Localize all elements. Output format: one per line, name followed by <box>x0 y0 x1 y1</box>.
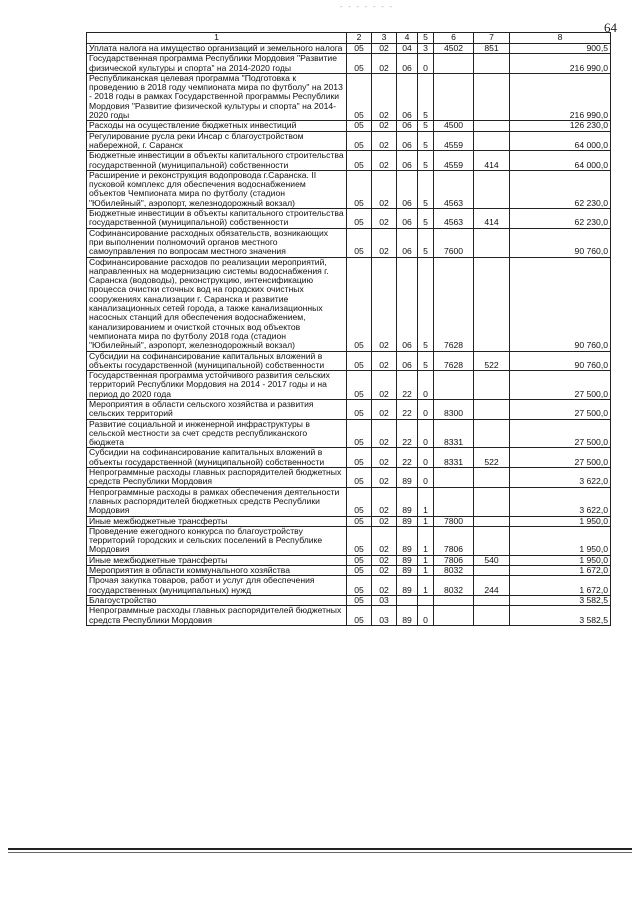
row-code-subsection: 02 <box>372 399 397 419</box>
column-header: 3 <box>372 33 397 44</box>
row-amount: 1 672,0 <box>510 566 611 576</box>
row-code-section: 05 <box>347 468 372 488</box>
table-row <box>87 351 611 371</box>
row-code-subprogram: 5 <box>418 121 434 131</box>
row-code-subprogram: 1 <box>418 516 434 526</box>
row-code-section: 05 <box>347 487 372 516</box>
row-code-item: 7800 <box>434 516 474 526</box>
row-code-item <box>434 468 474 488</box>
row-amount: 1 950,0 <box>510 555 611 565</box>
row-code-program: 04 <box>397 44 418 54</box>
row-code-expense-type <box>474 468 510 488</box>
row-code-subsection: 02 <box>372 351 397 371</box>
row-code-program: 89 <box>397 576 418 596</box>
row-code-item: 8331 <box>434 419 474 448</box>
table-row <box>87 555 611 565</box>
table-row <box>87 44 611 54</box>
row-code-expense-type <box>474 371 510 400</box>
row-code-program: 06 <box>397 351 418 371</box>
row-code-subsection: 02 <box>372 73 397 120</box>
row-code-section: 05 <box>347 228 372 257</box>
table-row <box>87 151 611 171</box>
row-code-subprogram: 5 <box>418 209 434 229</box>
row-code-section: 05 <box>347 448 372 468</box>
row-code-program: 89 <box>397 516 418 526</box>
row-code-section: 05 <box>347 399 372 419</box>
row-amount: 27 500,0 <box>510 448 611 468</box>
row-code-subsection: 02 <box>372 44 397 54</box>
row-code-section: 05 <box>347 257 372 351</box>
row-code-expense-type <box>474 419 510 448</box>
row-amount: 64 000,0 <box>510 131 611 151</box>
row-code-expense-type <box>474 516 510 526</box>
row-code-subprogram: 5 <box>418 228 434 257</box>
column-header: 7 <box>474 33 510 44</box>
row-description: Уплата налога на имущество организаций и земельного налога <box>87 44 347 54</box>
row-code-subprogram: 5 <box>418 131 434 151</box>
row-code-subprogram: 0 <box>418 448 434 468</box>
row-code-expense-type: 414 <box>474 151 510 171</box>
row-code-expense-type <box>474 54 510 74</box>
row-amount: 216 990,0 <box>510 54 611 74</box>
row-amount: 1 672,0 <box>510 576 611 596</box>
row-code-expense-type <box>474 73 510 120</box>
row-amount: 62 230,0 <box>510 209 611 229</box>
row-amount: 3 582,5 <box>510 606 611 626</box>
row-code-subprogram: 1 <box>418 526 434 555</box>
row-amount: 90 760,0 <box>510 351 611 371</box>
row-description: Непрограммные расходы главных распорядителей бюджетных средств Республики Мордовия <box>87 606 347 626</box>
row-code-program: 22 <box>397 448 418 468</box>
table-row <box>87 516 611 526</box>
row-code-subsection: 02 <box>372 555 397 565</box>
page-number: 64 <box>604 20 617 35</box>
table-row <box>87 121 611 131</box>
row-code-program <box>397 595 418 605</box>
row-code-program: 06 <box>397 54 418 74</box>
table-row <box>87 131 611 151</box>
table-row <box>87 448 611 468</box>
table-row <box>87 606 611 626</box>
row-code-item: 7806 <box>434 526 474 555</box>
table-row <box>87 209 611 229</box>
row-amount: 90 760,0 <box>510 257 611 351</box>
row-code-subprogram: 0 <box>418 606 434 626</box>
row-code-item: 4563 <box>434 209 474 229</box>
row-code-subprogram: 5 <box>418 257 434 351</box>
row-code-expense-type <box>474 487 510 516</box>
row-code-section: 05 <box>347 170 372 208</box>
column-header: 8 <box>510 33 611 44</box>
row-code-program: 89 <box>397 566 418 576</box>
row-code-section: 05 <box>347 54 372 74</box>
row-code-section: 05 <box>347 44 372 54</box>
table-row <box>87 487 611 516</box>
column-header: 4 <box>397 33 418 44</box>
row-code-expense-type <box>474 121 510 131</box>
table-row <box>87 526 611 555</box>
row-code-section: 05 <box>347 131 372 151</box>
row-code-item: 4559 <box>434 131 474 151</box>
row-code-subsection: 02 <box>372 419 397 448</box>
row-description: Регулирование русла реки Инсар с благоустройством набережной, г. Саранск <box>87 131 347 151</box>
row-description: Благоустройство <box>87 595 347 605</box>
row-code-item: 4500 <box>434 121 474 131</box>
row-amount: 27 500,0 <box>510 419 611 448</box>
row-code-section: 05 <box>347 595 372 605</box>
row-description: Непрограммные расходы в рамках обеспечения деятельности главных распорядителей бюджетных средств Республики Мордовия <box>87 487 347 516</box>
row-code-section: 05 <box>347 151 372 171</box>
row-code-program: 06 <box>397 209 418 229</box>
row-code-subsection: 02 <box>372 526 397 555</box>
row-code-section: 05 <box>347 73 372 120</box>
row-code-item: 7628 <box>434 351 474 371</box>
table-row <box>87 595 611 605</box>
row-code-section: 05 <box>347 419 372 448</box>
row-code-item <box>434 73 474 120</box>
row-description: Расширение и реконструкция водопровода г.Саранска. II пусковой комплекс для обеспечения водоснабжением объектов Чемпионата мира по футболу (стадион "Юбилейный", аэропорт, железнодорожный вокзал) <box>87 170 347 208</box>
bottom-rule-thin <box>8 852 632 853</box>
row-code-expense-type <box>474 131 510 151</box>
table-row <box>87 228 611 257</box>
row-amount: 3 582,5 <box>510 595 611 605</box>
row-code-section: 05 <box>347 516 372 526</box>
row-code-expense-type <box>474 566 510 576</box>
row-description: Мероприятия в области коммунального хозяйства <box>87 566 347 576</box>
row-code-expense-type <box>474 228 510 257</box>
row-code-program: 22 <box>397 371 418 400</box>
row-code-program: 89 <box>397 555 418 565</box>
row-code-section: 05 <box>347 606 372 626</box>
row-code-item: 7806 <box>434 555 474 565</box>
row-description: Бюджетные инвестиции в объекты капитального строительства государственной (муниципальной) собственности <box>87 151 347 171</box>
table-row <box>87 170 611 208</box>
row-code-subprogram: 5 <box>418 170 434 208</box>
row-amount: 62 230,0 <box>510 170 611 208</box>
column-header: 5 <box>418 33 434 44</box>
row-code-subprogram: 0 <box>418 468 434 488</box>
row-code-section: 05 <box>347 209 372 229</box>
row-code-subprogram: 0 <box>418 371 434 400</box>
row-code-section: 05 <box>347 371 372 400</box>
row-code-subsection: 02 <box>372 448 397 468</box>
row-description: Государственная программа Республики Мордовия "Развитие физической культуры и спорта" на 2014-2020 годы <box>87 54 347 74</box>
row-code-subprogram: 1 <box>418 487 434 516</box>
table-row <box>87 371 611 400</box>
row-code-program: 89 <box>397 487 418 516</box>
row-code-item <box>434 487 474 516</box>
row-code-program: 06 <box>397 151 418 171</box>
row-amount: 126 230,0 <box>510 121 611 131</box>
row-code-expense-type: 540 <box>474 555 510 565</box>
row-code-program: 22 <box>397 419 418 448</box>
row-code-subsection: 02 <box>372 131 397 151</box>
row-code-program: 06 <box>397 170 418 208</box>
row-code-expense-type <box>474 170 510 208</box>
row-code-subsection: 02 <box>372 468 397 488</box>
row-code-expense-type <box>474 399 510 419</box>
table-row <box>87 576 611 596</box>
row-code-subprogram <box>418 595 434 605</box>
row-code-expense-type: 244 <box>474 576 510 596</box>
bottom-rule <box>8 848 632 850</box>
row-code-item <box>434 595 474 605</box>
row-description: Непрограммные расходы главных распорядителей бюджетных средств Республики Мордовия <box>87 468 347 488</box>
header-row <box>87 33 611 44</box>
row-code-subsection: 03 <box>372 595 397 605</box>
row-code-program: 22 <box>397 399 418 419</box>
row-description: Иные межбюджетные трансферты <box>87 555 347 565</box>
table-row <box>87 399 611 419</box>
row-code-subprogram: 1 <box>418 555 434 565</box>
row-code-item: 8032 <box>434 566 474 576</box>
column-header: 6 <box>434 33 474 44</box>
row-amount: 3 622,0 <box>510 468 611 488</box>
row-amount: 3 622,0 <box>510 487 611 516</box>
row-code-program: 06 <box>397 121 418 131</box>
row-code-item: 8032 <box>434 576 474 596</box>
row-code-section: 05 <box>347 566 372 576</box>
row-code-subsection: 02 <box>372 371 397 400</box>
row-description: Софинансирование расходов по реализации мероприятий, направленных на модернизацию системы водоснабжения г. Саранска (водоводы), реконструкцию, интенсификацию процесса очистки сточных вод на городских очистных сооружениях канализации г. Саранска и развитие канализационных сетей города, а также канализационных насосных станций для обеспечения водоснабжением, канализированием и очисткой сточных вод объектов чемпионата мира по футболу 2018 года (стадион "Юбилейный", аэропорт, железнодорожный вокзал) <box>87 257 347 351</box>
row-code-program: 89 <box>397 606 418 626</box>
column-header: 2 <box>347 33 372 44</box>
row-code-section: 05 <box>347 351 372 371</box>
row-code-program: 06 <box>397 131 418 151</box>
row-code-item: 4559 <box>434 151 474 171</box>
row-amount: 900,5 <box>510 44 611 54</box>
row-code-section: 05 <box>347 555 372 565</box>
row-amount: 27 500,0 <box>510 399 611 419</box>
row-code-expense-type: 414 <box>474 209 510 229</box>
row-code-section: 05 <box>347 576 372 596</box>
row-code-section: 05 <box>347 526 372 555</box>
row-code-subprogram: 0 <box>418 54 434 74</box>
row-description: Мероприятия в области сельского хозяйства и развития сельских территорий <box>87 399 347 419</box>
row-amount: 90 760,0 <box>510 228 611 257</box>
row-description: Иные межбюджетные трансферты <box>87 516 347 526</box>
row-code-item: 4563 <box>434 170 474 208</box>
row-code-item <box>434 606 474 626</box>
table-row <box>87 468 611 488</box>
table-row <box>87 419 611 448</box>
row-amount: 1 950,0 <box>510 526 611 555</box>
table-row <box>87 257 611 351</box>
row-code-program: 06 <box>397 73 418 120</box>
row-description: Расходы на осуществление бюджетных инвестиций <box>87 121 347 131</box>
table-row <box>87 566 611 576</box>
row-amount: 64 000,0 <box>510 151 611 171</box>
row-description: Развитие социальной и инженерной инфраструктуры в сельской местности за счет средств республиканского бюджета <box>87 419 347 448</box>
row-description: Бюджетные инвестиции в объекты капитального строительства государственной (муниципальной) собственности <box>87 209 347 229</box>
row-code-item <box>434 54 474 74</box>
row-code-subprogram: 5 <box>418 351 434 371</box>
row-code-subsection: 02 <box>372 487 397 516</box>
row-code-subsection: 02 <box>372 257 397 351</box>
row-code-subprogram: 0 <box>418 399 434 419</box>
row-description: Государственная программа устойчивого развития сельских территорий Республики Мордовия на 2014 - 2017 годы и на период до 2020 года <box>87 371 347 400</box>
row-description: Софинансирование расходных обязательств, возникающих при выполнении полномочий органов местного самоуправления по вопросам местного значения <box>87 228 347 257</box>
row-code-item: 8300 <box>434 399 474 419</box>
table-row <box>87 73 611 120</box>
row-code-subprogram: 5 <box>418 151 434 171</box>
row-code-expense-type: 522 <box>474 351 510 371</box>
row-code-expense-type <box>474 595 510 605</box>
row-code-program: 89 <box>397 526 418 555</box>
row-code-item: 7628 <box>434 257 474 351</box>
row-description: Субсидии на софинансирование капитальных вложений в объекты государственной (муниципальной) собственности <box>87 351 347 371</box>
row-code-subsection: 02 <box>372 566 397 576</box>
row-code-section: 05 <box>347 121 372 131</box>
row-code-subprogram: 1 <box>418 566 434 576</box>
column-header: 1 <box>87 33 347 44</box>
row-code-subsection: 02 <box>372 228 397 257</box>
row-code-item: 4502 <box>434 44 474 54</box>
row-amount: 27 500,0 <box>510 371 611 400</box>
row-code-subprogram: 5 <box>418 73 434 120</box>
row-description: Республиканская целевая программа "Подготовка к проведению в 2018 году чемпионата мира по футболу" на 2013 - 2018 годы в рамках Государственной программы Республики Мордовия "Развитие физической культуры и спорта" на 2014-2020 годы <box>87 73 347 120</box>
row-code-subsection: 02 <box>372 151 397 171</box>
row-code-subsection: 02 <box>372 54 397 74</box>
row-code-subsection: 03 <box>372 606 397 626</box>
row-code-program: 06 <box>397 228 418 257</box>
row-code-program: 89 <box>397 468 418 488</box>
row-code-subsection: 02 <box>372 121 397 131</box>
row-description: Проведение ежегодного конкурса по благоустройству территорий городских и сельских поселений в Республике Мордовия <box>87 526 347 555</box>
row-code-expense-type: 522 <box>474 448 510 468</box>
row-code-expense-type <box>474 526 510 555</box>
row-code-expense-type: 851 <box>474 44 510 54</box>
row-code-item <box>434 371 474 400</box>
row-code-subsection: 02 <box>372 516 397 526</box>
table-row <box>87 54 611 74</box>
row-code-subsection: 02 <box>372 170 397 208</box>
row-description: Прочая закупка товаров, работ и услуг для обеспечения государственных (муниципальных) нужд <box>87 576 347 596</box>
row-code-subprogram: 3 <box>418 44 434 54</box>
row-amount: 1 950,0 <box>510 516 611 526</box>
row-code-item: 8331 <box>434 448 474 468</box>
row-code-program: 06 <box>397 257 418 351</box>
row-amount: 216 990,0 <box>510 73 611 120</box>
row-code-subprogram: 1 <box>418 576 434 596</box>
row-code-subprogram: 0 <box>418 419 434 448</box>
row-code-subsection: 02 <box>372 576 397 596</box>
budget-table <box>86 32 611 626</box>
row-code-item: 7600 <box>434 228 474 257</box>
row-code-expense-type <box>474 606 510 626</box>
top-mark: - - - - - - - <box>340 4 394 11</box>
row-code-expense-type <box>474 257 510 351</box>
row-description: Субсидии на софинансирование капитальных вложений в объекты государственной (муниципальной) собственности <box>87 448 347 468</box>
row-code-subsection: 02 <box>372 209 397 229</box>
